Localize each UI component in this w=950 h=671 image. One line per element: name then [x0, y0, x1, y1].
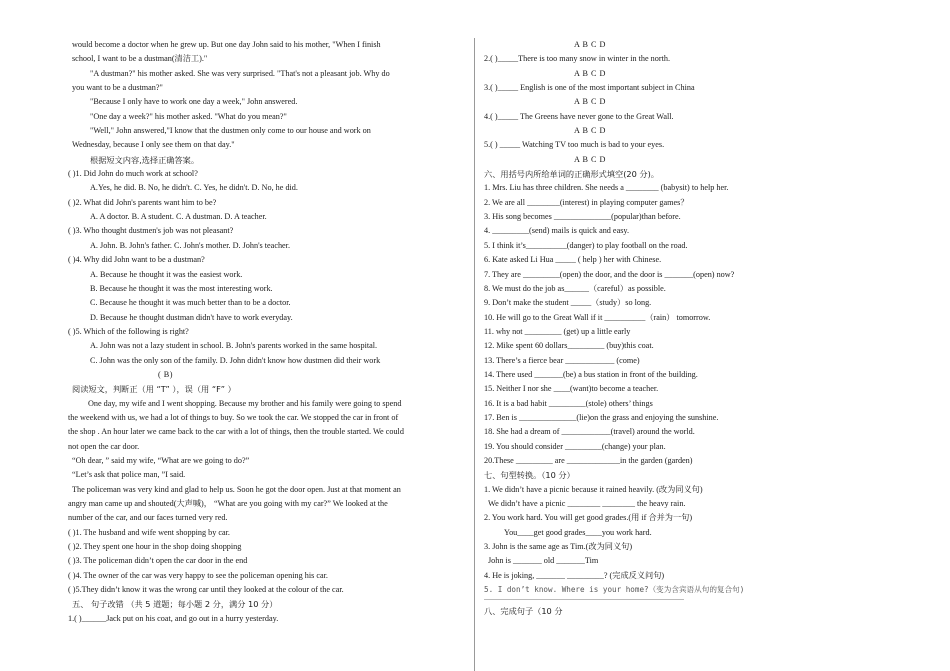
- right-text-line: 11. why not _________ (get) up a little early: [484, 326, 631, 336]
- left-text-line: not open the car door.: [68, 441, 140, 451]
- left-text-line: Wednesday, because I only see them on that day.": [72, 140, 235, 150]
- left-text-line: the shop . An hour later we came back to the car with a lot of things, then the trouble started. We could: [68, 427, 404, 437]
- right-text-line: A B C D: [574, 126, 606, 136]
- left-text-line: ( )1. Did John do much work at school?: [68, 169, 198, 179]
- left-text-line: "Well," John answered,"I know that the dustmen only come to our house and work on: [90, 126, 371, 136]
- column-divider: [474, 38, 475, 671]
- right-text-line: John is _______ old _______Tim: [488, 556, 599, 566]
- left-text-line: ( )4. Why did John want to be a dustman?: [68, 255, 205, 265]
- right-text-line: 4.( )_____ The Greens have never gone to the Great Wall.: [484, 111, 674, 121]
- left-text-line: B. Because he thought it was the most interesting work.: [90, 283, 273, 293]
- right-text-line: 5. I think it’s__________(danger) to play football on the road.: [484, 240, 688, 250]
- right-text-line: 3.( )_____ English is one of the most important subject in China: [484, 83, 695, 93]
- left-text-line: you want to be a dustman?": [72, 83, 163, 93]
- left-text-line: school, I want to be a dustman(清洁工).": [72, 54, 208, 64]
- right-text-line: 6. Kate asked Li Hua _____ ( help ) her with Chinese.: [484, 255, 662, 265]
- right-text-line: 17. Ben is ______________(lie)on the grass and enjoying the sunshine.: [484, 412, 719, 422]
- right-text-line: 9. Don’t make the student _____（study）so long.: [484, 298, 652, 308]
- left-text-line: would become a doctor when he grew up. But one day John said to his mother, "When I finish: [72, 40, 381, 49]
- left-text-line: “Let’s ask that police man, ”I said.: [72, 470, 186, 480]
- right-text-line: 10. He will go to the Great Wall if it __________（rain） tomorrow.: [484, 312, 711, 322]
- right-text-line: 3. John is the same age as Tim.(改为同义句): [484, 542, 633, 552]
- right-text-line: 12. Mike spent 60 dollars_________ (buy)this coat.: [484, 341, 654, 351]
- right-text-line: 8. We must do the job as______（careful）as possible.: [484, 283, 666, 293]
- left-text-line: ( )3. The policeman didn’t open the car door in the end: [68, 556, 248, 566]
- right-text-line: 16. It is a bad habit _________(stole) others’ things: [484, 398, 653, 408]
- left-text-line: ( )2. What did John's parents want him to be?: [68, 197, 217, 207]
- left-text-line: "A dustman?" his mother asked. She was very surprised. "That's not a pleasant job. Why do: [90, 68, 390, 78]
- left-text-line: angry man came up and shouted(大声喊)， “What are you going with my car?” We looked at the: [68, 499, 388, 508]
- left-text-line: number of the car, and our faces turned very red.: [68, 513, 228, 523]
- right-text-line: 19. You should consider _________(change) your plan.: [484, 441, 666, 451]
- left-text-line: "One day a week?" his mother asked. "What do you mean?": [90, 111, 287, 121]
- left-text-line: “Oh dear, ” said my wife, “What are we going to do?”: [72, 455, 250, 465]
- left-text-line: 根据短文内容,选择正确答案。: [90, 154, 200, 165]
- right-text-line: 2. We are all ________(interest) in playing computer games？: [484, 197, 689, 207]
- left-text-line: ( )5.They didn’t know it was the wrong car until they looked at the colour of the car.: [68, 585, 344, 595]
- right-text-line: 18. She had a dream of ____________(travel) around the world.: [484, 427, 695, 437]
- left-text-line: ( )4. The owner of the car was very happy to see the policeman opening his car.: [68, 570, 328, 580]
- left-text-line: ( )1. The husband and wife went shopping by car.: [68, 527, 230, 537]
- right-text-line: We didn’t have a picnic ________ ________ the heavy rain.: [488, 499, 686, 508]
- left-text-line: 阅读短文，判断正（用 “T” ），误（用 “F” ）: [72, 384, 236, 395]
- left-text-line: 1.( )______Jack put on his coat, and go out in a hurry yesterday.: [68, 613, 279, 623]
- left-text-line: 五、 句子改错 （共 5 道题；每小题 2 分，满分 10 分）: [72, 599, 278, 610]
- right-text-line: 七、句型转换。（10 分）: [484, 470, 575, 481]
- right-text-line: [484, 599, 684, 600]
- left-text-line: A. Because he thought it was the easiest work.: [90, 269, 243, 279]
- left-column: [68, 38, 468, 626]
- left-text-line: One day, my wife and I went shopping. Because my brother and his family were going to spend: [88, 398, 402, 408]
- left-text-line: C. John was the only son of the family. D. John didn't know how dustmen did their work: [90, 355, 381, 365]
- left-text-line: A. John was not a lazy student in school. B. John's parents worked in the same hospital.: [90, 341, 378, 351]
- left-text-line: The policeman was very kind and glad to help us. Soon he got the door open. Just at that moment an: [72, 484, 401, 494]
- left-text-line: A.Yes, he did. B. No, he didn't. C. Yes, he didn't. D. No, he did.: [90, 183, 298, 193]
- right-text-line: 15. Neither I nor she ____(want)to become a teacher.: [484, 384, 659, 394]
- left-text-line: the weekend with us, we had a lot of things to buy. So we took the car. We stopped the car in front of: [68, 412, 399, 422]
- left-text-line: ( )2. They spent one hour in the shop doing shopping: [68, 542, 242, 552]
- left-text-line: ( )5. Which of the following is right?: [68, 326, 189, 336]
- right-text-line: 2. You work hard. You will get good grades.(用 if 合并为一句): [484, 513, 693, 523]
- left-text-line: ( )3. Who thought dustmen's job was not pleasant?: [68, 226, 234, 236]
- right-text-line: 1. We didn’t have a picnic because it rained heavily. (改为同义句): [484, 484, 703, 494]
- left-text-line: "Because I only have to work one day a week," John answered.: [90, 97, 298, 107]
- right-text-line: 4. _________(send) mails is quick and easy.: [484, 226, 629, 236]
- right-column: [484, 38, 884, 619]
- right-text-line: 1. Mrs. Liu has three children. She needs a ________ (babysit) to help her.: [484, 183, 729, 193]
- right-text-line: 3. His song becomes ______________(popular)than before.: [484, 212, 681, 222]
- right-text-line: 14. There used _______(be) a bus station in front of the building.: [484, 369, 698, 379]
- left-text-line: ( B): [158, 369, 173, 379]
- right-text-line: A B C D: [574, 68, 606, 78]
- right-text-line: 2.( )_____There is too many snow in winter in the north.: [484, 54, 671, 64]
- left-text-line: C. Because he thought it was much better than to be a doctor.: [90, 298, 291, 308]
- right-text-line: 六、用括号内所给单词的正确形式填空(20 分)。: [484, 169, 659, 180]
- left-text-line: A. John. B. John's father. C. John's mother. D. John's teacher.: [90, 240, 291, 250]
- right-text-line: A B C D: [574, 97, 606, 107]
- left-text-line: A. A doctor. B. A student. C. A dustman. D. A teacher.: [90, 212, 267, 222]
- left-text-line: D. Because he thought dustman didn't have to work everyday.: [90, 312, 293, 322]
- right-text-line: 4. He is joking, _______ _________? (完成反义问句): [484, 570, 665, 580]
- right-text-line: 13. There’s a fierce bear ____________ (come): [484, 355, 640, 365]
- right-text-line: 20.These _________ are _____________in the garden (garden): [484, 455, 693, 465]
- right-text-line: A B C D: [574, 40, 606, 49]
- right-text-line: A B C D: [574, 154, 606, 164]
- right-text-line: 5.( ) _____ Watching TV too much is bad to your eyes.: [484, 140, 665, 150]
- right-text-line: 八、完成句子（10 分: [484, 606, 563, 617]
- right-text-line: You____get good grades____you work hard.: [504, 527, 652, 537]
- right-text-line: 5. I don’t know. Where is your home?（变为含宾语从句的复合句): [484, 585, 745, 595]
- right-text-line: 7. They are _________(open) the door, and the door is _______(open) now?: [484, 269, 735, 279]
